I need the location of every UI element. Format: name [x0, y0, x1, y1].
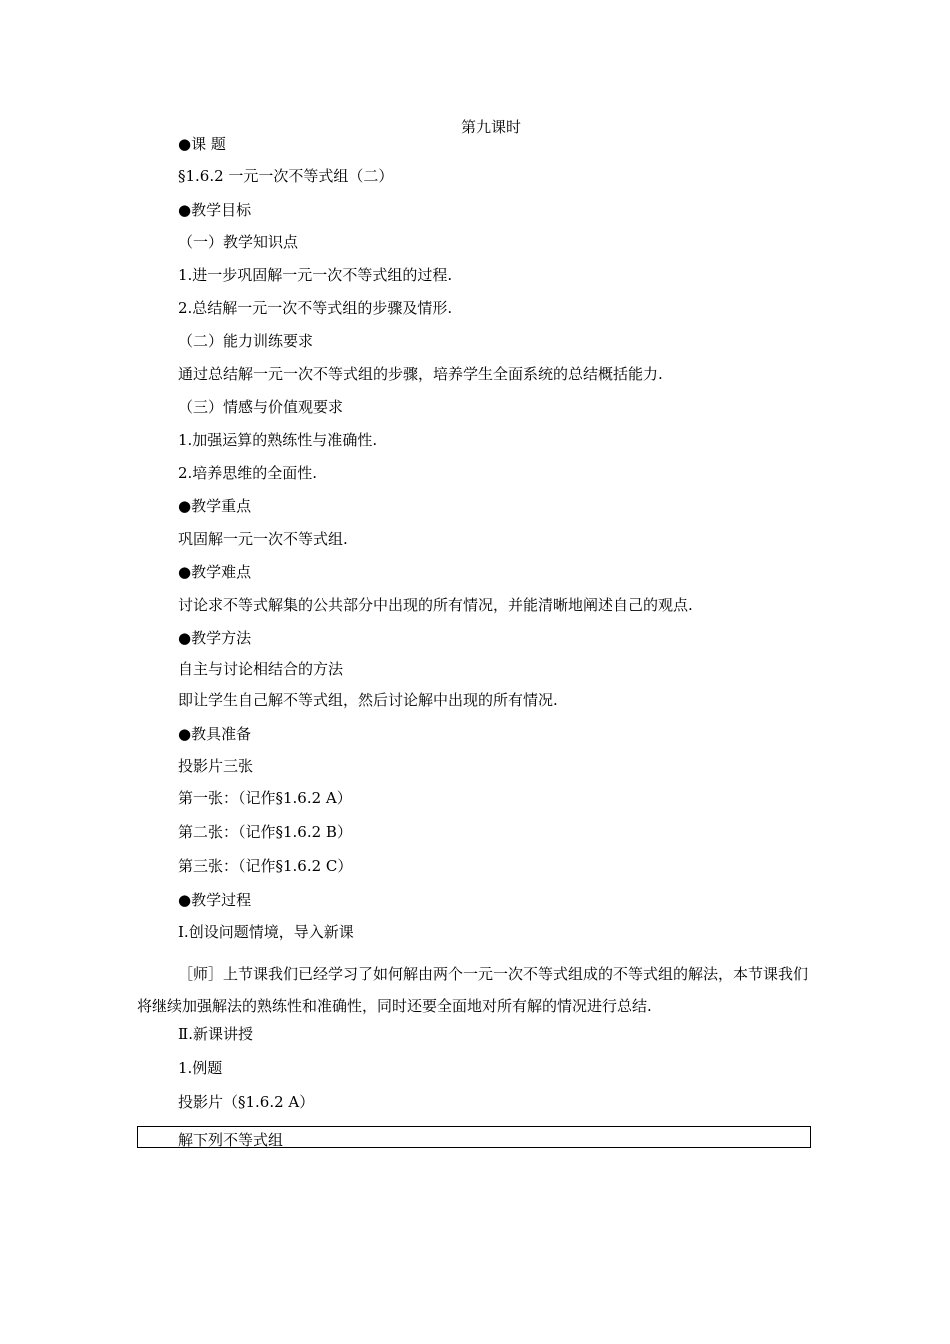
teacher-paragraph: ［师］上节课我们已经学习了如何解由两个一元一次不等式组成的不等式组的解法，本节课我们将继续加强解法的熟练性和准确性，同时还要全面地对所有解的情况进行总结.	[137, 965, 809, 1015]
heading-topic: ●课 题	[178, 135, 226, 153]
text-line: 投影片（§1.6.2 A）	[178, 1093, 315, 1111]
subheading-knowledge: （一）教学知识点	[178, 233, 299, 251]
heading-difficulties: ●教学难点	[178, 563, 252, 581]
text-line: 第一张：（记作§1.6.2 A）	[178, 789, 352, 807]
text-line: 即让学生自己解不等式组，然后讨论解中出现的所有情况.	[178, 691, 558, 709]
text-line: 讨论求不等式解集的公共部分中出现的所有情况，并能清晰地阐述自己的观点.	[178, 596, 693, 614]
heading-key-points: ●教学重点	[178, 497, 252, 515]
exercise-box	[137, 1126, 811, 1148]
text-line: 1.例题	[178, 1059, 223, 1077]
text-line: 通过总结解一元一次不等式组的步骤，培养学生全面系统的总结概括能力.	[178, 365, 663, 383]
heading-materials: ●教具准备	[178, 725, 252, 743]
text-line: 2.培养思维的全面性.	[178, 464, 318, 482]
page-title: 第九课时	[460, 118, 521, 136]
text-line: 2.总结解一元一次不等式组的步骤及情形.	[178, 299, 453, 317]
heading-process: ●教学过程	[178, 891, 252, 909]
subheading-values: （三）情感与价值观要求	[178, 398, 344, 416]
exercise-box-text: 解下列不等式组	[178, 1131, 284, 1149]
text-line: 巩固解一元一次不等式组.	[178, 530, 348, 548]
text-line: 第三张：（记作§1.6.2 C）	[178, 857, 353, 875]
text-line: 自主与讨论相结合的方法	[178, 660, 344, 678]
heading-method: ●教学方法	[178, 629, 252, 647]
section-title: §1.6.2 一元一次不等式组（二）	[178, 167, 394, 185]
text-line: 投影片三张	[178, 757, 254, 775]
text-lines-after	[178, 1026, 818, 1127]
text-lines	[178, 136, 818, 957]
heading-objectives: ●教学目标	[178, 201, 252, 219]
subheading-new-lesson: Ⅱ.新课讲授	[178, 1025, 253, 1043]
text-line: 1.进一步巩固解一元一次不等式组的过程.	[178, 266, 453, 284]
text-line: 第二张：（记作§1.6.2 B）	[178, 823, 352, 841]
text-line: 1.加强运算的熟练性与准确性.	[178, 431, 378, 449]
subheading-intro: Ⅰ.创设问题情境，导入新课	[178, 923, 354, 941]
subheading-ability: （二）能力训练要求	[178, 332, 314, 350]
